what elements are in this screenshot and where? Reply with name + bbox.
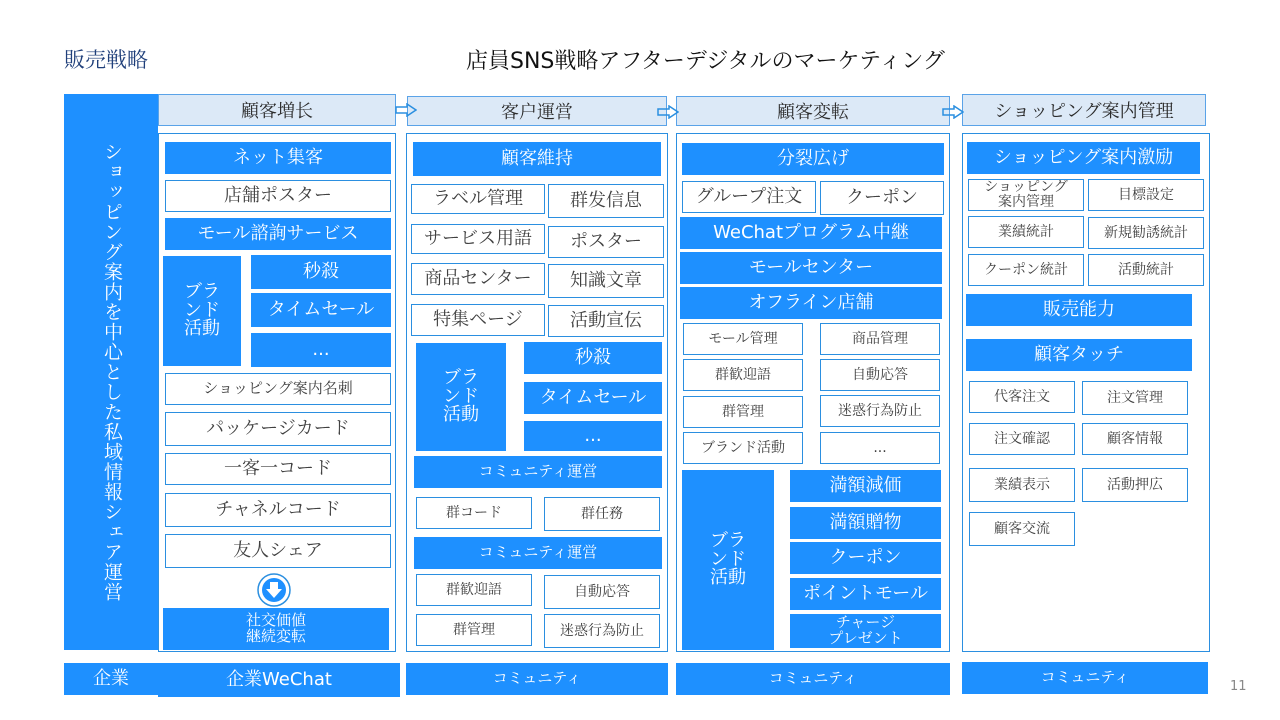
c3-item: ブランド活動 [683, 432, 803, 464]
c2-item: タイムセール [524, 382, 662, 414]
arrow-icon [657, 105, 679, 119]
c2-item: 群发信息 [548, 184, 664, 218]
c2-item: 特集ページ [411, 304, 545, 336]
c4-item: 顧客タッチ [966, 339, 1192, 371]
c4-item: 代客注文 [969, 381, 1075, 413]
c4-item: 新規勧誘統計 [1088, 217, 1204, 249]
c4-item: 業績表示 [969, 468, 1075, 502]
c4-item: ショッピング案内激励 [967, 142, 1200, 174]
c2-item: 秒殺 [524, 342, 662, 374]
column-header-4: ショッピング案内管理 [962, 94, 1206, 126]
c1-item: パッケージカード [165, 412, 391, 446]
c3-item: 迷惑行為防止 [820, 395, 940, 427]
left-vertical-bar [64, 94, 158, 650]
c3-brand-activity: ブラ ンド 活動 [682, 470, 774, 650]
c1-brand-activity: ブラ ンド 活動 [163, 256, 241, 366]
c2-item: 自動応答 [544, 575, 660, 609]
c4-item: クーポン統計 [968, 254, 1084, 286]
c1-item: ネット集客 [165, 142, 391, 174]
c3-item: モール管理 [683, 323, 803, 355]
arrow-icon [395, 103, 417, 117]
c2-item: 顧客維持 [413, 142, 661, 176]
c3-item: グループ注文 [682, 181, 816, 213]
c3-item: ポイントモール [790, 578, 941, 610]
c2-item: 群コード [416, 497, 532, 529]
page-title: 店員SNS戦略アフターデジタルのマーケティング [466, 49, 945, 74]
c2-item: ... [524, 421, 662, 451]
column-2-footer: コミュニティ [406, 663, 668, 695]
c1-item: 一客一コード [165, 453, 391, 485]
c1-item: モール諮詢サービス [165, 218, 391, 250]
c2-item: 迷惑行為防止 [544, 614, 660, 648]
c2-brand-activity: ブラ ンド 活動 [416, 343, 506, 451]
c3-item: 商品管理 [820, 323, 940, 355]
c4-item: 目標設定 [1088, 179, 1204, 211]
c1-item: 店舗ポスター [165, 180, 391, 212]
c1-item: チャネルコード [165, 493, 391, 527]
c2-item: コミュニティ運営 [414, 537, 662, 569]
c3-item: WeChatプログラム中継 [680, 217, 942, 249]
column-header-1: 顧客増长 [158, 94, 396, 126]
c4-item: 注文確認 [969, 423, 1075, 455]
c4-item: 業績統計 [968, 216, 1084, 248]
arrow-icon [942, 105, 964, 119]
c4-item: 販売能力 [966, 294, 1192, 326]
c2-item: 商品センター [411, 263, 545, 295]
c4-item: 顧客情報 [1082, 423, 1188, 455]
c3-item: オフライン店舗 [680, 287, 942, 319]
c3-item: ... [820, 432, 940, 464]
c1-item: 秒殺 [251, 255, 391, 289]
section-label: 販売戦略 [64, 48, 148, 72]
left-bottom-label: 企業 [64, 663, 158, 695]
c3-item: 自動応答 [820, 359, 940, 391]
c4-item: ショッピング 案内管理 [968, 179, 1084, 211]
c3-item: 満額贈物 [790, 507, 941, 539]
c1-item: ショッピング案内名刺 [165, 373, 391, 405]
c2-item: ポスター [548, 226, 664, 258]
c2-item: ラベル管理 [411, 184, 545, 214]
c2-item: 群歓迎語 [416, 574, 532, 606]
c4-item: 顧客交流 [969, 512, 1075, 546]
c2-item: コミュニティ運営 [414, 456, 662, 488]
c2-item: 活動宣伝 [548, 305, 664, 337]
column-1-footer: 企業WeChat [158, 663, 400, 697]
c3-item: 群歓迎語 [683, 359, 803, 391]
c1-social-value: 社交価値 継続変転 [163, 608, 389, 650]
c1-item: タイムセール [251, 293, 391, 327]
c4-item: 注文管理 [1082, 381, 1188, 415]
c2-item: 群任務 [544, 497, 660, 531]
c1-item: ... [251, 333, 391, 367]
vertical-label: ショッピング案内を中心とした私域情報シェア運営 [100, 142, 123, 602]
column-4-footer: コミュニティ [962, 662, 1208, 694]
c3-item: 群管理 [683, 396, 803, 428]
c2-item: 群管理 [416, 614, 532, 646]
c3-item: 満額減価 [790, 470, 941, 502]
c4-item: 活動統計 [1088, 254, 1204, 286]
column-header-3: 顧客変転 [676, 96, 950, 126]
column-header-2: 客户運営 [407, 96, 667, 126]
c3-item: クーポン [820, 181, 944, 215]
c3-item: 分裂広げ [682, 143, 944, 175]
c1-item: 友人シェア [165, 534, 391, 568]
c3-item: クーポン [790, 542, 941, 574]
c3-item: チャージ プレゼント [790, 614, 941, 648]
page-number: 11 [1230, 679, 1247, 694]
c2-item: サービス用語 [411, 224, 545, 254]
column-3-footer: コミュニティ [676, 663, 950, 695]
c2-item: 知識文章 [548, 264, 664, 298]
c4-item: 活動押広 [1082, 468, 1188, 502]
down-arrow-circle-icon [256, 572, 292, 608]
c3-item: モールセンター [680, 252, 942, 284]
